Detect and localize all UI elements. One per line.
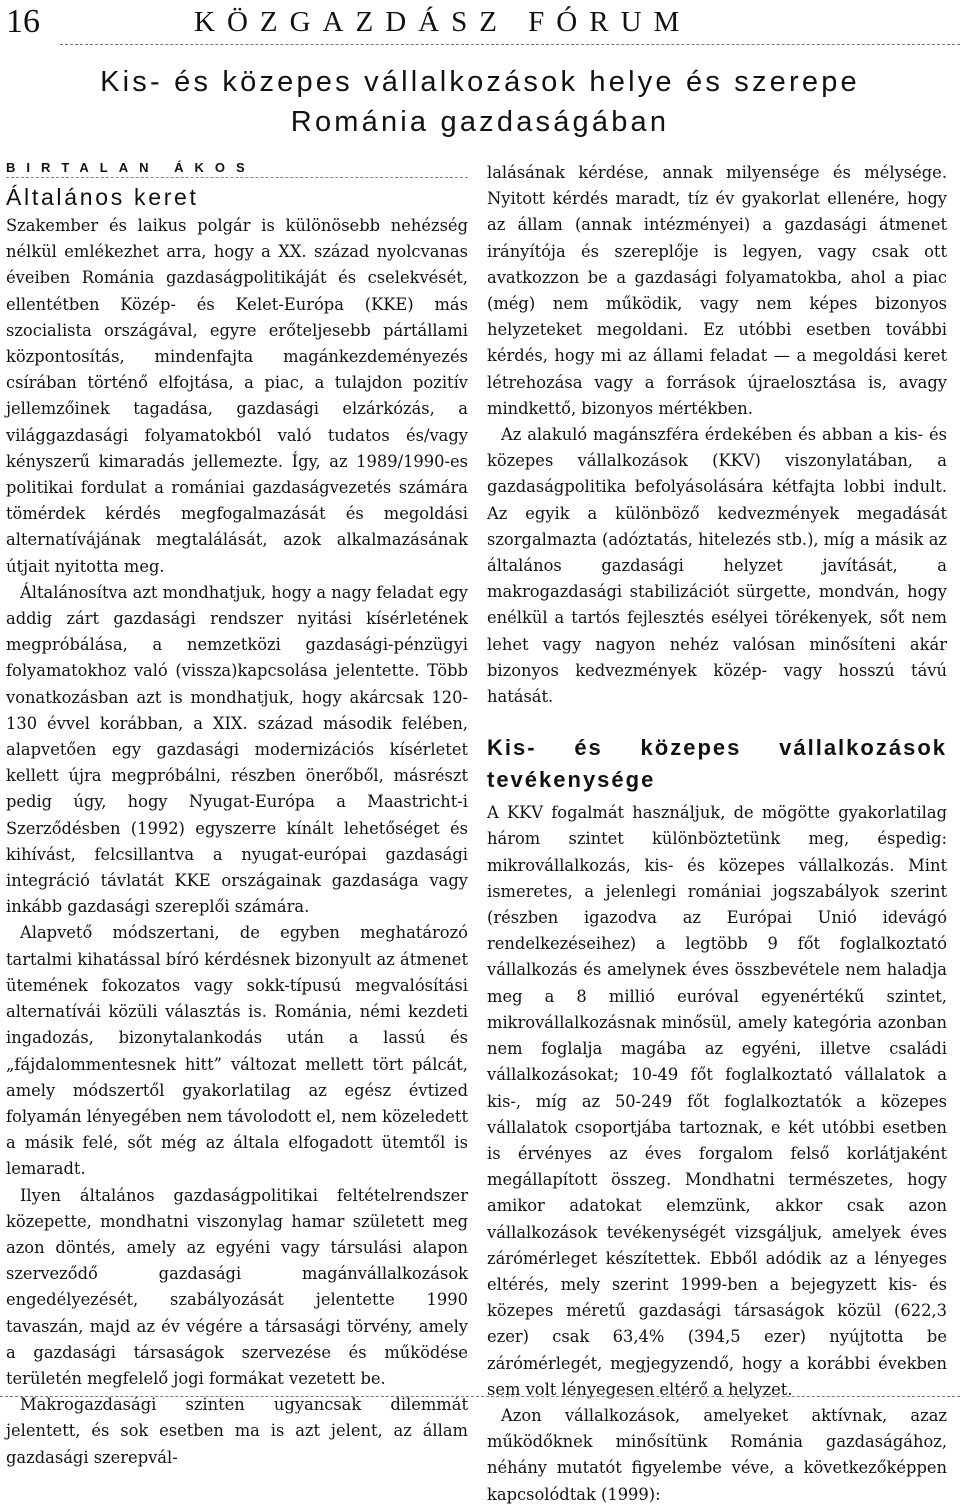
paragraph: Alapvető módszertani, de egyben meghatározó tartalmi kihatással bíró kérdésnek bizonyult az átmenet ütemének fokozatos vagy sokk-típusú megvalósítási alternatívái közüli választás is. Románia, némi kezdeti ingadozás, bizonytalankodás után a lassú és „fájdalommentesnek hitt” változat mellett tört pálcát, amely módszertől gyakorlatilag az egész évtized folyamán lényegében nem távolodott el, nem közeledett a másik felé, sőt még az általa elfogadott ütemtől is lemaradt. [6,923,468,1179]
footer-rule [0,1396,960,1397]
header-rule [60,44,960,45]
article-title-line1: Kis- és közepes vállalkozások helye és szerepe [100,66,860,98]
paragraph: Szakember és laikus polgár is különösebb nehézség nélkül emlékezhet arra, hogy a XX. század nyolcvanas éveiben Románia gazdaságpolitikáját és cselekvését, ellentétben Közép- és Kelet-Európa (KKE) más szocialista országával, egyre erőteljesebb pártállami központosítás, mindenfajta magánkezdeményezés csírában történő elfojtása, a piac, a tulajdon pozitív jellemzőinek tagadása, gazdasági elzárkózás, a világgazdasági folyamatokból való tudatos és/vagy kényszerű kimaradás jellemezte. Így, az 1989/1990-es politikai fordulat a romániai gazdaságvezetés számára tömérdek kérdés megfogalmazását és megoldási alternatívájának megtalálását, azok alkalmazásának útjait nyitotta meg. [6,216,468,576]
paragraph: Az alakuló magánszféra érdekében és abban a kis- és közepes vállalkozások (KKV) viszonylatában, a gazdaságpolitika befolyásolására kétfajta lobbi indult. Az egyik a különböző kedvezmények megadását szorgalmazta (adóztatás, hitelezés stb.), míg a másik az általános gazdasági helyzet javítását, a makrogazdasági stabilizációt sürgette, mondván, hogy enélkül a tartós fejlesztés esélyei törékenyek, sőt nem lehet vagy nagyon nehéz valósan minősíteni akár bizonyos kedvezmények közép- vagy hosszú távú hatását. [487,425,947,707]
right-column [487,160,947,1508]
paragraph: Ilyen általános gazdaságpolitikai feltételrendszer közepette, mondhatni viszonylag hamar született meg azon döntés, amely az egyéni vagy társulási alapon szerveződő gazdasági magánvállalkozások engedélyezését, szabályozását jelentette 1990 tavaszán, majd az év végére a társasági törvény, amely a gazdasági társaságok szervezése és működése területén megfelelő jogi formákat vezetett be. [6,1185,468,1388]
paragraph: Azon vállalkozások, amelyeket aktívnak, azaz működőknek minősítünk Románia gazdaságához, néhány mutatót figyelembe véve, a következőképpen kapcsolódtak (1999): [487,1405,947,1504]
journal-title: KÖZGAZDÁSZ FÓRUM [194,6,692,38]
paragraph: Makrogazdasági szinten ugyancsak dilemmát jelentett, és sok esetben ma is azt jelent, az állam gazdasági szerepvál- [6,1395,468,1467]
running-header [0,0,960,44]
paragraph: A KKV fogalmát használjuk, de mögötte gyakorlatilag három szintet különböztetünk meg, éspedig: mikrovállalkozás, kis- és közepes vállalkozás. Mint ismeretes, a jelenlegi romániai jogszabályok szerint (részben igazodva az Európai Unió idevágó rendelkezéseihez) a legtöbb 9 főt foglalkoztató vállalkozás és amelynek éves összbevétele nem haladja meg a 8 millió euróval egyenértékű szintet, mikrovállalkozásnak minősül, amely kategória azonban nem foglalja magába az egyéni, illetve családi vállalkozásokat; 10-49 főt foglalkoztató vállalatok a kis-, míg az 50-249 főt foglalkoztatók a közepes vállalatok csoportjába tartoznak, e két utóbbi esetben is érvényes az éves forgalom felső korlátjaként megállapított összeg. Mondhatni természetes, hogy amikor adatokat elemzünk, akkor csak azon vállalkozások tevékenységét vizsgáljuk, amelyek éves zárómérleget készítettek. Ebből adódik az a lényeges eltérés, mely szerint 1999-ben a bejegyzett kis- és közepes méretű gazdasági társaságok közül (622,3 ezer) csak 63,4% (394,5 ezer) nyújtotta be zárómérlegét, megjegyzendő, hogy a korábbi években sem volt lényegesen eltérő a helyzet. [487,803,947,1399]
paragraph: lalásának kérdése, annak milyensége és mélysége. Nyitott kérdés maradt, tíz év gyakorlat ellenére, hogy az állam (annak intézményei) a gazdasági átmenet irányítója és szereplője is legyen, vagy csak ott avatkozzon be a gazdasági folyamatokba, ahol a piac (még) nem működik, vagy nem képes bizonyos helyzeteket megoldani. Ez utóbbi esetben további kérdés, hogy mi az állami feladat — a megoldási keret létrehozása vagy a források újraelosztása is, avagy mindkettő, bizonyos mértékben. [487,163,947,418]
section-heading-activity: Kis- és közepes vállalkozások tevékenysége [487,735,947,793]
paragraph: Általánosítva azt mondhatjuk, hogy a nagy feladat egy addig zárt gazdasági rendszer nyitási kísérletének megpróbálása, a nemzetközi gazdasági-pénzügyi folyamatokhoz való (vissza)kapcsolása jelentette. Több vonatkozásban azt is mondhatjuk, hogy akárcsak 120-130 évvel korábban, a XIX. század második felében, alapvetően egy gazdasági modernizációs kísérletet kellett újra megpróbálni, részben önerőből, másrészt pedig úgy, hogy Nyugat-Európa a Maastricht-i Szerződésben (1992) egyszerre kínált lehetőséget és kihívást, felcsillantva a nyugat-európai gazdasági integráció távlatát KKE országainak gazdasága vagy inkább gazdasági szereplői számára. [6,582,468,917]
left-column [6,160,468,1471]
author-name: BIRTALAN ÁKOS [6,160,468,178]
article-title-line2: Románia gazdaságában [290,106,670,138]
page-number: 16 [6,3,40,40]
article-title [100,62,860,142]
section-heading-general: Általános keret [6,184,199,210]
